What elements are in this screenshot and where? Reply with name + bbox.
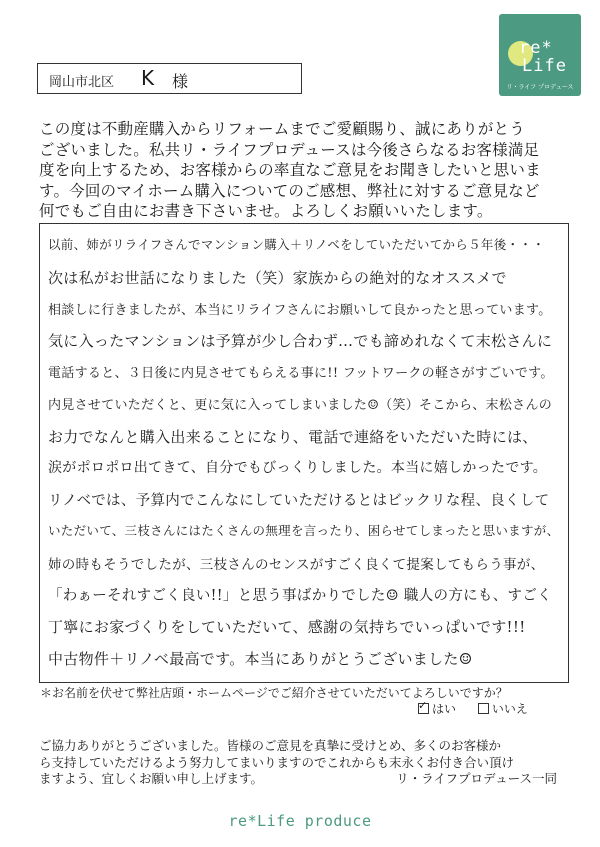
handwritten-line: 気に入ったマンションは予算が少し合わず…でも諦めれなくて末松さんに	[48, 332, 553, 350]
handwritten-line: リノベでは、予算内でこんなにしていただけるとはビックリな程、良くして	[48, 493, 550, 509]
closing-line-text: ますよう、宜しくお願い申し上げます。	[39, 771, 264, 786]
closing-signature: リ・ライフプロデュース一同	[396, 771, 557, 786]
closing-paragraph	[39, 738, 579, 788]
closing-line: ら支持していただけるよう努力してまいりますのでこれからも末永くお付き合い頂け	[39, 754, 515, 770]
logo-text-line1: re*	[519, 38, 553, 58]
intro-line: 度を向上するため、お客様からの率直なご意見をお聞きしたいと思いま	[39, 161, 541, 179]
handwritten-comment-box	[39, 223, 569, 683]
handwritten-line: 丁寧にお家づくりをしていただいて、感謝の気持ちでいっぱいです!!!	[48, 618, 526, 636]
handwritten-line: 以前、姉がリライフさんでマンション購入＋リノベをしていただいてから５年後・・・	[48, 237, 545, 252]
handwritten-line: 内見させていただくと、更に気に入ってしまいました☺（笑）そこから、末松さんの	[48, 398, 553, 413]
handwritten-line: いただいて、三枝さんにはたくさんの無理を言ったり、困らせてしまったと思いますが、	[48, 523, 560, 538]
intro-line: ございました。私共リ・ライフプロデュースは今後さらなるお客様満足	[39, 140, 540, 159]
relife-logo	[499, 14, 581, 96]
handwritten-line: 電話すると、３日後に内見させてもらえる事に!! フットワークの軽さがすごいです。	[48, 366, 554, 381]
closing-line: ご協力ありがとうございました。皆様のご意見を真摯に受けとめ、多くのお客様か	[39, 738, 502, 753]
closing-line	[39, 771, 579, 788]
intro-line: す。今回のマイホーム購入についてのご感想、弊社に対するご意見など	[39, 181, 540, 200]
handwritten-line: お力でなんと購入出来ることになり、電話で連絡をいただいた時には、	[48, 428, 538, 446]
intro-paragraph	[39, 119, 569, 222]
handwritten-line: 涙がポロポロ出てきて、自分でもびっくりしました。本当に嬉しかったです。	[48, 460, 548, 476]
checkbox-empty-icon[interactable]	[478, 703, 489, 714]
customer-area: 岡山市北区	[49, 75, 115, 90]
handwritten-line: 中古物件＋リノベ最高です。本当にありがとうございました☺	[48, 650, 473, 668]
consent-option-no[interactable]	[478, 700, 528, 717]
logo-text-line2: Life	[522, 56, 567, 76]
customer-initial: K	[141, 66, 155, 90]
logo-subtitle: リ・ライフ プロデュース	[506, 84, 574, 91]
footer-brand: re*Life produce	[228, 812, 372, 830]
consent-option-yes[interactable]	[418, 700, 456, 717]
handwritten-line: 「わぁーそれすごく良い!!」と思う事ばかりでした☺ 職人の方にも、すごく	[48, 588, 552, 604]
intro-line: この度は不動産購入からリフォームまでご愛顧賜り、誠にありがとう	[39, 120, 525, 138]
intro-line: 何でもご自由にお書き下さいませ。よろしくお願いいたします。	[39, 202, 493, 220]
consent-yes-label: はい	[432, 702, 457, 716]
handwritten-line: 姉の時もそうでしたが、三枝さんのセンスがすごく良くて提案してもらう事が、	[48, 557, 545, 573]
customer-honorific: 様	[172, 72, 189, 91]
customer-name-box	[37, 63, 302, 94]
checkbox-checked-icon[interactable]	[418, 703, 429, 714]
handwritten-line: 次は私がお世話になりました（笑）家族からの絶対的なオススメで	[48, 269, 507, 287]
consent-options	[418, 700, 546, 717]
consent-question: ＊お名前を伏せて弊社店頭・ホームページでご紹介させていただいてよろしいですか？	[40, 686, 508, 700]
handwritten-line: 相談しに行きましたが、本当にリライフさんにお願いして良かったと思っています。	[48, 303, 552, 318]
consent-no-label: いいえ	[491, 702, 528, 716]
